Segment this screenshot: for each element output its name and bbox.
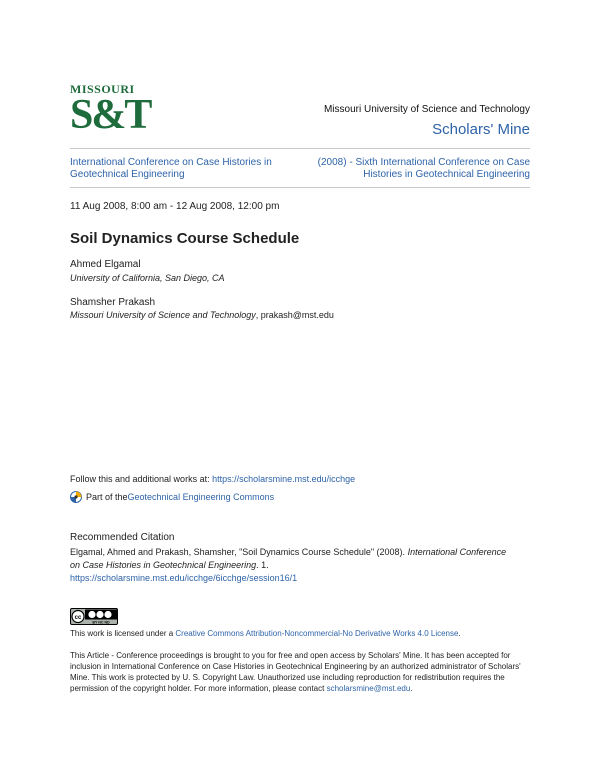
divider	[70, 187, 530, 188]
access-statement: This Article - Conference proceedings is brought to you for free and open access by Scholars' Mine. It has been accepted for inclusion in International Conference on Case Histories in Geotechnical Engineering by an authorized administrator of Scholars' Mine. This work is protected by U. S. Copyright Law. Unauthorized use including reproduction for redistribution requires the permission of the copyright holder. For more information, please contact scholarsmine@mst.edu.	[70, 651, 521, 693]
author-name: Ahmed Elgamal	[70, 259, 141, 270]
event-dates: 11 Aug 2008, 8:00 am - 12 Aug 2008, 12:00 pm	[70, 201, 280, 212]
license-line: This work is licensed under a Creative Commons Attribution-Noncommercial-No Derivative Works 4.0 License.	[70, 629, 461, 638]
conference-series-link[interactable]: International Conference on Case Histories in Geotechnical Engineering	[70, 157, 272, 180]
author-affiliation: University of California, San Diego, CA	[70, 273, 225, 283]
part-of-text: Part of the	[86, 492, 128, 502]
university-logo	[70, 82, 151, 138]
conference-edition-link[interactable]: (2008) - Sixth International Conference on Case Histories in Geotechnical Engineering	[317, 157, 530, 180]
citation-url[interactable]: https://scholarsmine.mst.edu/icchge/6icchge/session16/1	[70, 573, 298, 583]
svg-text:cc: cc	[74, 615, 82, 621]
commons-link[interactable]: Geotechnical Engineering Commons	[127, 492, 275, 502]
creative-commons-badge-icon[interactable]	[70, 608, 118, 625]
author-name: Shamsher Prakash	[70, 297, 156, 308]
follow-text: Follow this and additional works at:	[70, 474, 213, 484]
repository-link[interactable]: Scholars' Mine	[432, 121, 530, 138]
divider	[70, 148, 530, 149]
follow-line	[70, 474, 355, 484]
author-affiliation: Missouri University of Science and Technology, prakash@mst.edu	[70, 310, 334, 320]
page-title: Soil Dynamics Course Schedule	[70, 230, 300, 247]
part-of-line	[70, 491, 274, 503]
logo-wordmark-main: S&T	[70, 92, 151, 138]
citation-text: Elgamal, Ahmed and Prakash, Shamsher, "Soil Dynamics Course Schedule" (2008). International Conference on Case Histories in Geotechnical Engineering. 1. https://scholarsmine.mst.edu/icchge/6icchge/session16/1	[70, 547, 507, 583]
recommended-citation-heading: Recommended Citation	[70, 532, 175, 543]
license-link[interactable]: Creative Commons Attribution-Noncommercial-No Derivative Works 4.0 License	[175, 629, 459, 638]
license-badge-label: BY NC ND	[92, 620, 110, 625]
collection-link[interactable]: https://scholarsmine.mst.edu/icchge	[212, 474, 356, 484]
logo-wordmark-top: MISSOURI	[70, 82, 135, 96]
institution-name: Missouri University of Science and Technology	[323, 104, 530, 115]
contact-email-link[interactable]: scholarsmine@mst.edu	[326, 684, 411, 693]
network-commons-icon	[70, 491, 82, 503]
